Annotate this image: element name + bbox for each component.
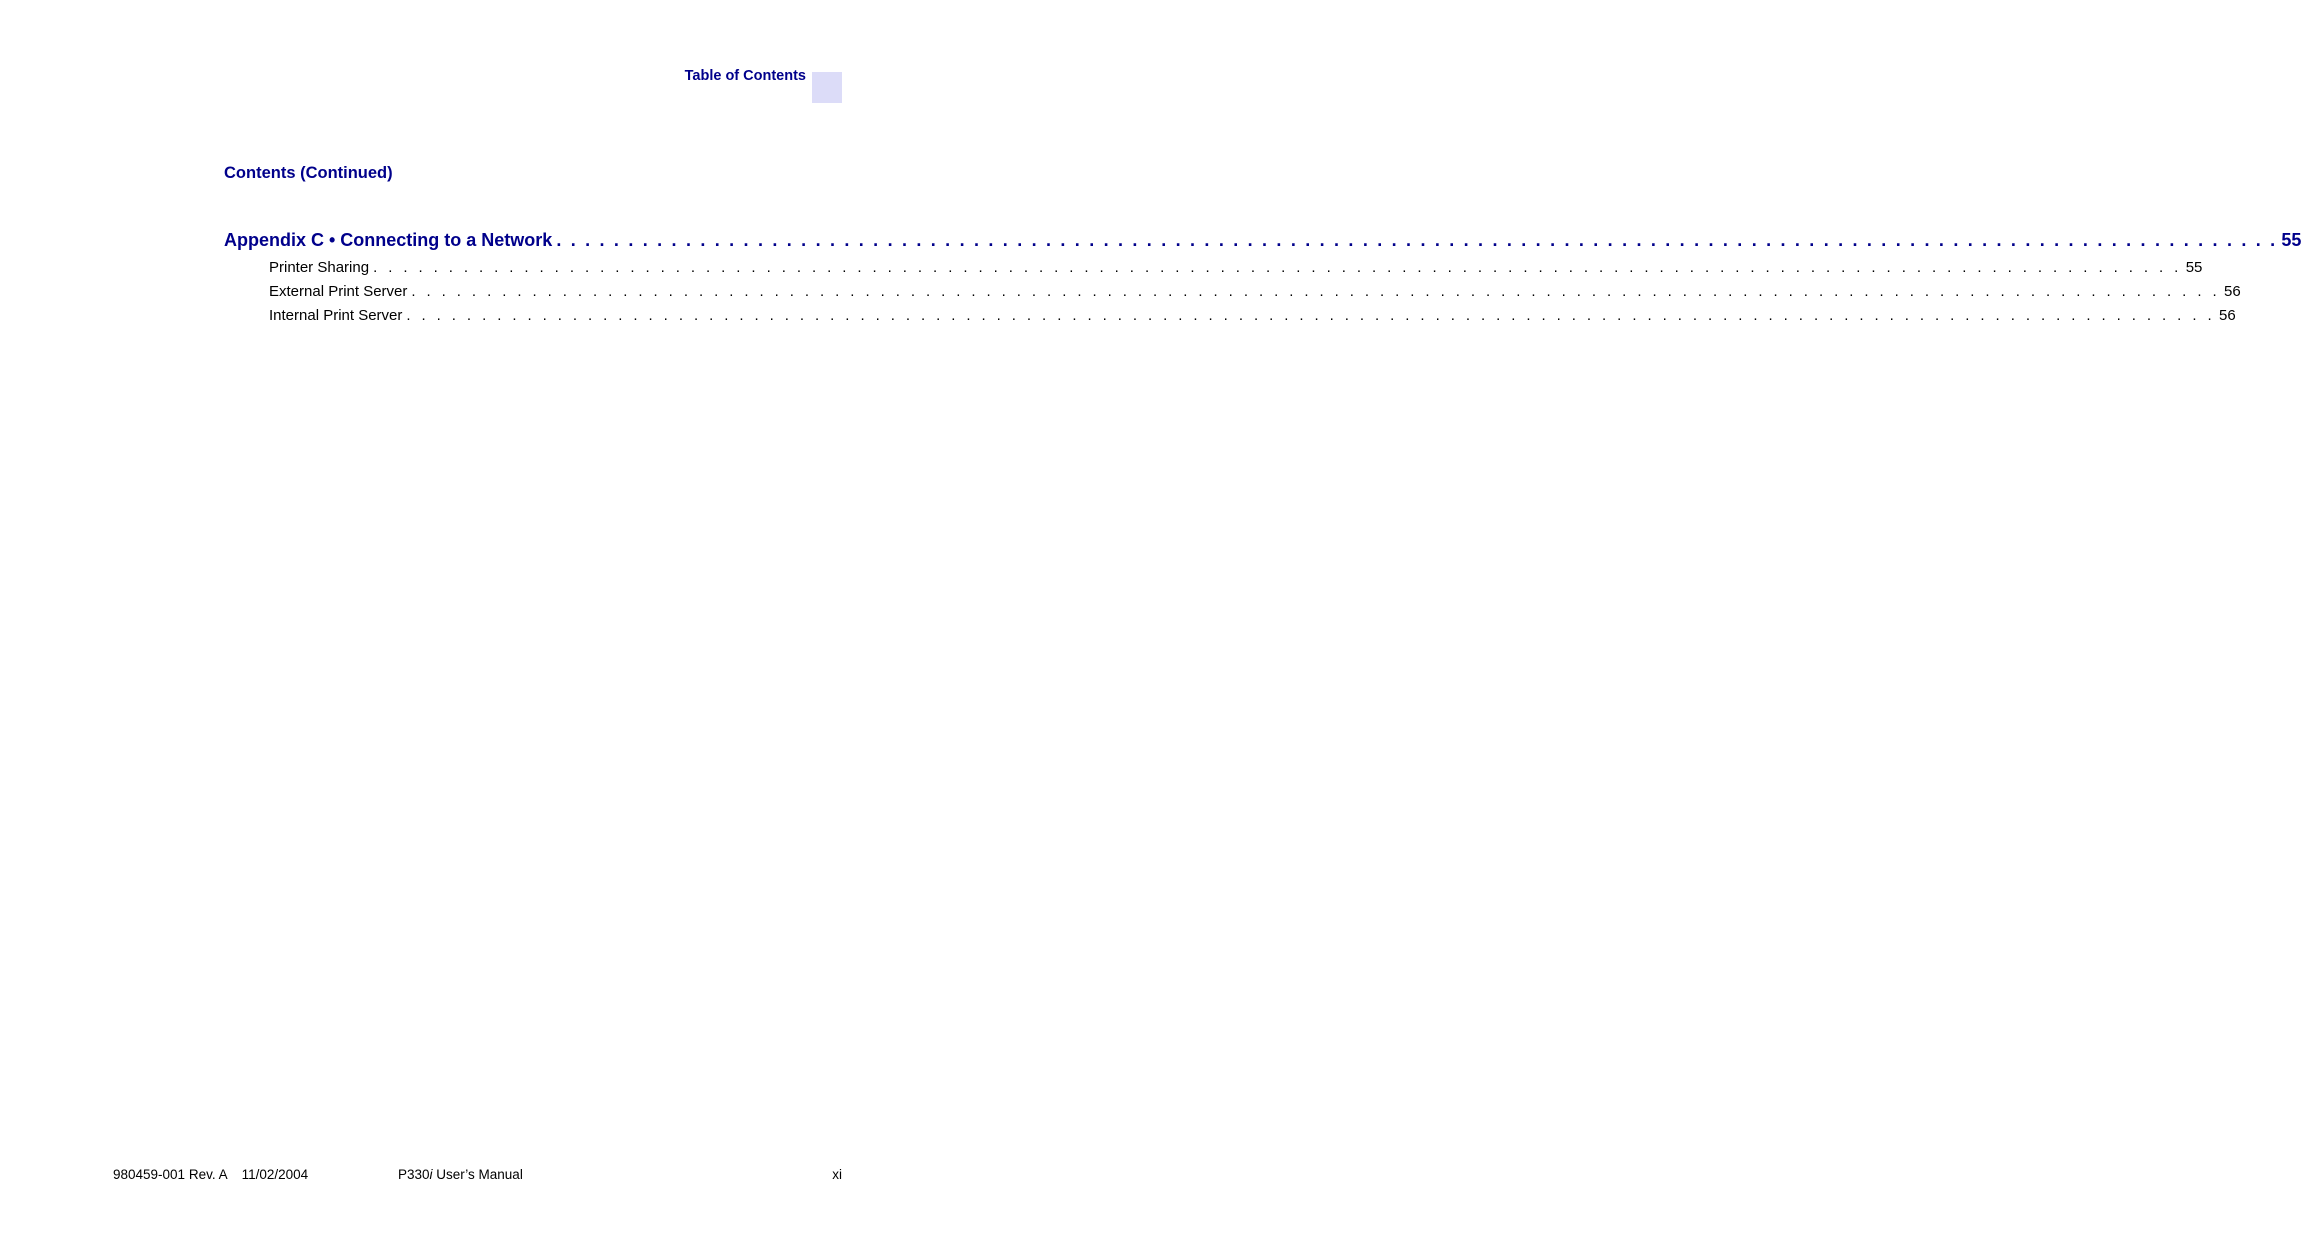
- toc-entry-label: External Print Server: [269, 283, 408, 300]
- running-header-title: Table of Contents: [684, 68, 806, 84]
- footer-date: 11/02/2004: [241, 1167, 309, 1182]
- footer-manual-italic: i: [429, 1167, 433, 1182]
- footer-doc-info: [113, 1167, 308, 1182]
- footer-page-number: xi: [832, 1167, 842, 1182]
- toc-entry-page: 56: [2219, 307, 2236, 324]
- dot-leader: . . . . . . . . . . . . . . . . . . . . . . . . . . . . . . . . . . . . . . . . . . . . . . . . . . . . . . . . . . . . . . . . . . . . . . . . . . . . . . . . . . . . . . . . . . . . . . . . . . . . . . . . . . . . . . . . . . . . . . . .: [556, 230, 2278, 250]
- dot-leader: . . . . . . . . . . . . . . . . . . . . . . . . . . . . . . . . . . . . . . . . . . . . . . . . . . . . . . . . . . . . . . . . . . . . . . . . . . . . . . . . . . . . . . . . . . . . . . . . . . . . . . . . . . . . . . . . . . . . . . . .: [373, 259, 2182, 276]
- toc-entry-label: Printer Sharing: [269, 259, 370, 276]
- footer-manual-prefix: P330: [398, 1167, 430, 1182]
- toc-entry-external-print-server[interactable]: [269, 283, 2241, 300]
- toc-entry-page: 56: [2224, 283, 2241, 300]
- toc-entry-page: 55: [2281, 230, 2301, 250]
- toc-entry-label: Internal Print Server: [269, 307, 403, 324]
- footer-doc-number: 980459-001 Rev. A: [113, 1167, 228, 1182]
- dot-leader: . . . . . . . . . . . . . . . . . . . . . . . . . . . . . . . . . . . . . . . . . . . . . . . . . . . . . . . . . . . . . . . . . . . . . . . . . . . . . . . . . . . . . . . . . . . . . . . . . . . . . . . . . . . . . . . . . . . . . . . .: [406, 307, 2216, 324]
- toc-entry-internal-print-server[interactable]: [269, 307, 2236, 324]
- dot-leader: . . . . . . . . . . . . . . . . . . . . . . . . . . . . . . . . . . . . . . . . . . . . . . . . . . . . . . . . . . . . . . . . . . . . . . . . . . . . . . . . . . . . . . . . . . . . . . . . . . . . . . . . . . . . . . . . . . . . . . . .: [411, 283, 2221, 300]
- toc-entry-label: Appendix C • Connecting to a Network: [224, 230, 553, 250]
- footer-manual-suffix: User’s Manual: [432, 1167, 523, 1182]
- toc-entry-appendix-c[interactable]: [224, 230, 2301, 251]
- toc-entry-page: 55: [2185, 259, 2203, 276]
- toc-entry-printer-sharing[interactable]: [269, 259, 2203, 276]
- footer-manual-title: [398, 1167, 523, 1182]
- header-tab-marker: [812, 72, 842, 103]
- section-heading: Contents (Continued): [224, 164, 393, 182]
